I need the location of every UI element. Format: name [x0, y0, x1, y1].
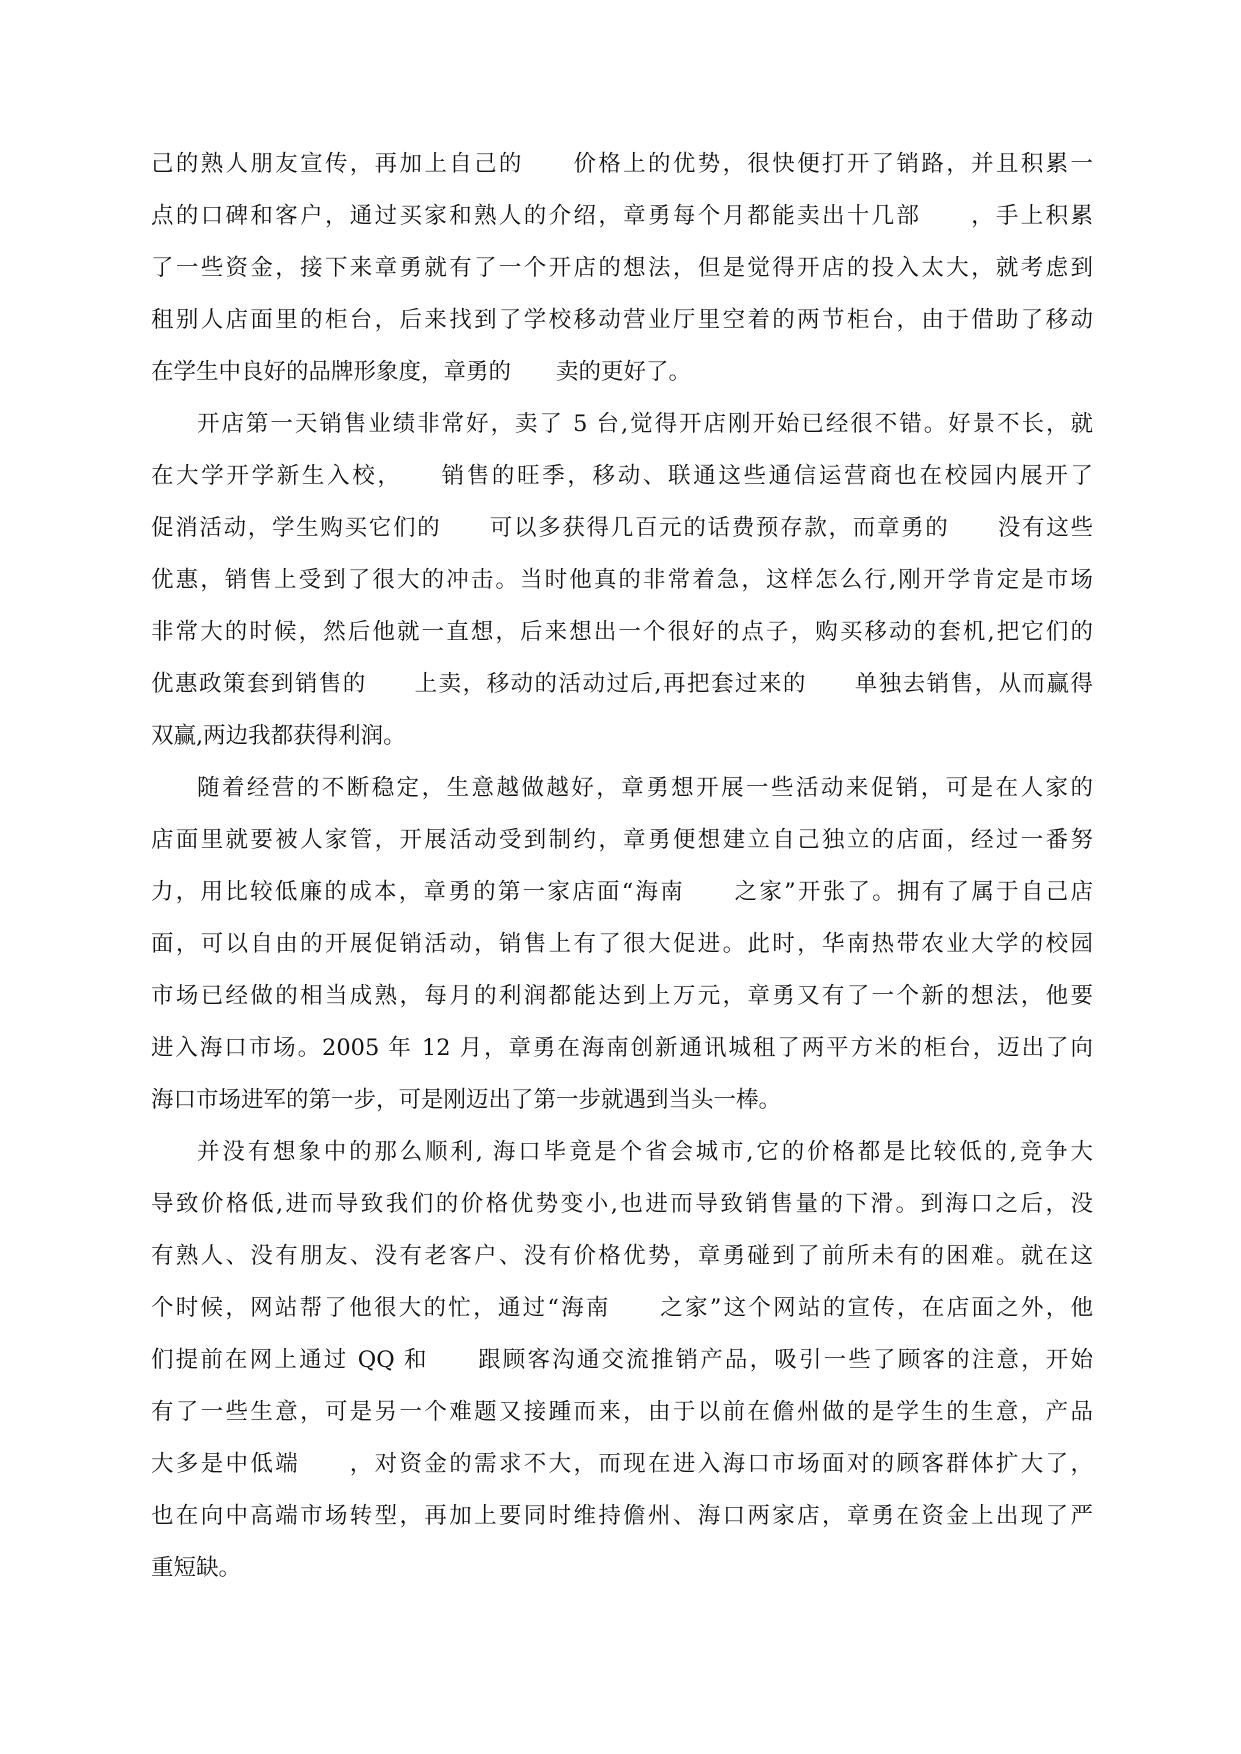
text-line: 市场已经做的相当成熟，每月的利润都能达到上万元，章勇又有了一个新的想法，他要: [151, 983, 1093, 1009]
text-line: 点的口碑和客户，通过买家和熟人的介绍，章勇每个月都能卖出十几部 ，手上积累: [151, 203, 1093, 229]
text-line: 海口市场进军的第一步，可是刚迈出了第一步就遇到当头一棒。: [151, 1087, 782, 1113]
text-line: 大多是中低端 ，对资金的需求不大，而现在进入海口市场面对的顾客群体扩大了，: [151, 1451, 1093, 1477]
text-line: 在学生中良好的品牌形象度，章勇的 卖的更好了。: [151, 359, 692, 385]
text-line: 力，用比较低廉的成本，章勇的第一家店面“海南 之家”开张了。拥有了属于自己店: [151, 879, 1093, 905]
text-line: 租别人店面里的柜台，后来找到了学校移动营业厅里空着的两节柜台，由于借助了移动: [151, 307, 1093, 333]
paragraph-1: [151, 138, 1093, 398]
text-line: 们提前在网上通过 QQ 和 跟顾客沟通交流推销产品，吸引一些了顾客的注意，开始: [151, 1347, 1093, 1373]
text-line: 双赢,两边我都获得利润。: [151, 723, 406, 749]
text-line: 了一些资金，接下来章勇就有了一个开店的想法，但是觉得开店的投入太大，就考虑到: [151, 255, 1093, 281]
paragraph-4: [151, 1126, 1093, 1594]
text-line: 面，可以自由的开展促销活动，销售上有了很大促进。此时，华南热带农业大学的校园: [151, 931, 1093, 957]
text-line: 有了一些生意，可是另一个难题又接踵而来，由于以前在儋州做的是学生的生意，产品: [151, 1399, 1093, 1425]
text-line: 也在向中高端市场转型，再加上要同时维持儋州、海口两家店，章勇在资金上出现了严: [151, 1503, 1093, 1529]
text-line: 重短缺。: [151, 1555, 242, 1581]
text-line: 进入海口市场。2005 年 12 月，章勇在海南创新通讯城租了两平方米的柜台，迈出了向: [151, 1035, 1093, 1061]
text-line: 随着经营的不断稳定，生意越做越好，章勇想开展一些活动来促销，可是在人家的: [197, 775, 1093, 801]
text-line: 促消活动，学生购买它们的 可以多获得几百元的话费预存款，而章勇的 没有这些: [151, 515, 1093, 541]
text-line: 优惠，销售上受到了很大的冲击。当时他真的非常着急，这样怎么行,刚开学肯定是市场: [151, 567, 1093, 593]
text-line: 己的熟人朋友宣传，再加上自己的 价格上的优势，很快便打开了销路，并且积累一: [151, 151, 1093, 177]
text-line: 开店第一天销售业绩非常好，卖了 5 台,觉得开店刚开始已经很不错。好景不长，就: [197, 411, 1093, 437]
paragraph-3: [151, 762, 1093, 1126]
text-line: 在大学开学新生入校， 销售的旺季，移动、联通这些通信运营商也在校园内展开了: [151, 463, 1093, 489]
text-line: 个时候，网站帮了他很大的忙，通过“海南 之家”这个网站的宣传，在店面之外，他: [151, 1295, 1093, 1321]
document-page: [151, 138, 1093, 1594]
text-line: 店面里就要被人家管，开展活动受到制约，章勇便想建立自己独立的店面，经过一番努: [151, 827, 1093, 853]
text-line: 导致价格低,进而导致我们的价格优势变小,也进而导致销售量的下滑。到海口之后，没: [151, 1191, 1093, 1217]
text-line: 并没有想象中的那么顺利, 海口毕竟是个省会城市,它的价格都是比较低的,竞争大: [197, 1139, 1093, 1165]
text-line: 优惠政策套到销售的 上卖，移动的活动过后,再把套过来的 单独去销售，从而赢得: [151, 671, 1093, 697]
text-line: 非常大的时候，然后他就一直想，后来想出一个很好的点子，购买移动的套机,把它们的: [151, 619, 1093, 645]
text-line: 有熟人、没有朋友、没有老客户、没有价格优势，章勇碰到了前所未有的困难。就在这: [151, 1243, 1093, 1269]
paragraph-2: [151, 398, 1093, 762]
